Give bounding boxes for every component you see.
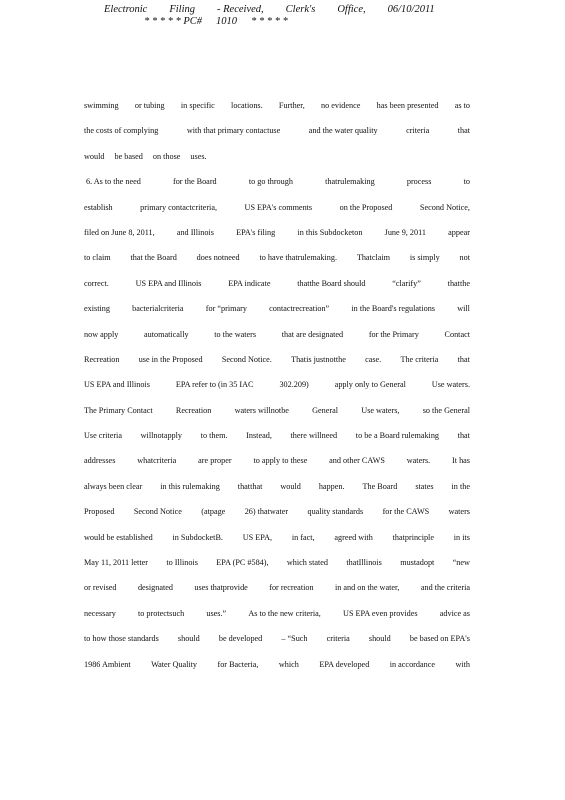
text-segment: with that primary contactuse (186, 126, 281, 136)
text-segment: US EPA's comments (244, 202, 313, 212)
text-segment: in accordance (389, 659, 435, 669)
text-segment: thatprinciple (392, 532, 434, 542)
text-segment: thatrulemaking (325, 177, 375, 187)
text-segment: and the criteria (420, 583, 470, 593)
text-segment: June 9, 2011 (384, 227, 426, 237)
text-segment: existing (84, 304, 110, 314)
text-line (84, 557, 470, 582)
text-segment: that are designated (281, 329, 344, 339)
text-segment: to Illinois (166, 558, 198, 568)
text-line (84, 582, 470, 607)
text-segment: Further, (278, 101, 305, 110)
text-segment: and the water quality (308, 126, 378, 136)
text-segment: or revised (84, 583, 117, 593)
text-segment: no evidence (321, 101, 361, 110)
text-segment: to the waters (214, 329, 257, 339)
text-line (84, 506, 470, 531)
text-segment: to how those standards (84, 634, 159, 644)
text-segment: establish (84, 202, 113, 212)
text-segment: or tubing (134, 101, 165, 110)
text-segment: EPA (PC #584), (216, 558, 269, 568)
text-segment: which (278, 659, 299, 669)
text-segment: 302.209) (279, 380, 309, 390)
text-segment: uses.” (206, 608, 227, 618)
header-date: 06/10/2011 (387, 4, 435, 15)
text-segment: waters (448, 507, 470, 517)
text-line (84, 430, 470, 455)
text-segment: should (368, 634, 391, 644)
text-segment: has been presented (376, 101, 439, 110)
text-segment: EPA developed (319, 659, 370, 669)
text-segment: correct. (84, 278, 109, 288)
text-segment: that (457, 126, 470, 136)
text-line (84, 633, 470, 658)
text-segment: Recreation (175, 405, 212, 415)
text-segment: for Bacteria, (217, 659, 259, 669)
text-segment: for the CAWS (382, 507, 430, 517)
text-line (84, 227, 470, 252)
text-segment: for the Primary (368, 329, 419, 339)
text-segment: in fact, (291, 532, 315, 542)
text-line (84, 659, 470, 684)
text-segment: uses thatprovide (194, 583, 248, 593)
text-line (84, 329, 470, 354)
text-line (84, 608, 470, 633)
text-segment: for “primary (205, 304, 247, 314)
header-pc-label: * * * * * PC# (144, 16, 203, 27)
text-segment: on the Proposed (339, 202, 393, 212)
text-segment: criteria (326, 634, 350, 644)
text-segment: the costs of complying (84, 126, 159, 136)
text-segment: thatIllinois (346, 558, 382, 568)
text-line (84, 151, 470, 176)
text-segment: to go through (248, 177, 293, 187)
text-segment: in SubdocketB. (172, 532, 223, 542)
text-segment: to them. (200, 431, 228, 441)
text-segment: criteria (406, 126, 430, 136)
text-segment: waters. (406, 456, 431, 466)
text-segment: happen. (318, 481, 345, 491)
text-segment: will (457, 304, 470, 314)
text-segment: EPA indicate (228, 278, 271, 288)
text-line (84, 481, 470, 506)
text-line (84, 202, 470, 227)
text-segment: to have thatrulemaking. (259, 253, 337, 263)
text-segment: Thatis justnotthe (291, 354, 346, 364)
text-segment: would (84, 151, 105, 161)
text-segment: Use waters, (361, 405, 400, 415)
text-segment: and Illinois (176, 227, 214, 237)
text-segment: so the General (422, 405, 470, 415)
header-word: Electronic (104, 4, 148, 15)
text-segment: primary contactcriteria, (140, 202, 218, 212)
text-segment: EPA refer to (in 35 IAC (175, 380, 254, 390)
text-segment: to protectsuch (138, 608, 185, 618)
text-segment: swimming (84, 101, 119, 110)
header-word: Filing (169, 4, 196, 15)
text-segment: thatthe Board should (297, 278, 366, 288)
text-segment: thatthe (447, 278, 470, 288)
text-segment: to claim (84, 253, 111, 263)
text-segment: whatcriteria (137, 456, 177, 466)
text-segment: Contact (444, 329, 470, 339)
text-line (84, 405, 470, 430)
text-line (84, 278, 470, 303)
text-segment: addresses (84, 456, 116, 466)
text-segment: Thatclaim (356, 253, 391, 263)
text-segment: be based (114, 151, 143, 161)
header-word: Clerk's (285, 4, 316, 15)
text-segment: mustadopt (400, 558, 435, 568)
text-line (84, 125, 470, 150)
text-segment: use in the Proposed (138, 354, 203, 364)
text-segment: does notneed (196, 253, 240, 263)
text-segment: would be established (84, 532, 153, 542)
text-segment: The Primary Contact (84, 405, 153, 415)
text-segment: apply only to General (334, 380, 406, 390)
text-segment: to be a Board rulemaking (355, 431, 440, 441)
text-segment: bacterialcriteria (132, 304, 184, 314)
text-segment: which stated (286, 558, 329, 568)
text-segment: Second Notice (133, 507, 182, 517)
text-segment: US EPA and Illinois (135, 278, 202, 288)
text-segment: waters willnotbe (234, 405, 289, 415)
text-segment: process (406, 177, 432, 187)
text-segment: to (463, 177, 470, 187)
text-segment: in and on the water, (334, 583, 400, 593)
text-segment: Proposed (84, 507, 115, 517)
text-line (84, 379, 470, 404)
text-segment: Second Notice, (419, 202, 470, 212)
text-segment: that (457, 354, 470, 364)
text-segment: with (455, 659, 470, 669)
text-segment: appear (448, 227, 470, 237)
header-word: - Received, (217, 4, 264, 15)
text-segment: and other CAWS (329, 456, 385, 466)
text-segment: are proper (198, 456, 232, 466)
text-segment: 1986 Ambient (84, 659, 131, 669)
text-segment: in the Board's regulations (351, 304, 435, 314)
text-segment: advice as (439, 608, 470, 618)
text-segment: should (177, 634, 200, 644)
text-segment: locations. (231, 101, 263, 110)
text-segment: 26) thatwater (244, 507, 289, 517)
text-segment: General (312, 405, 339, 415)
text-segment: EPA's filing (236, 227, 276, 237)
text-segment: Second Notice. (221, 354, 272, 364)
text-line (84, 532, 470, 557)
text-segment: contactrecreation” (269, 304, 330, 314)
document-body (84, 100, 470, 684)
text-segment: US EPA, (242, 532, 273, 542)
filing-stamp-line1 (104, 4, 434, 15)
text-line (84, 455, 470, 480)
text-segment: (atpage (201, 507, 226, 517)
text-segment: 6. As to the need (86, 177, 141, 187)
text-segment: Use criteria (84, 431, 122, 441)
text-segment: May 11, 2011 letter (84, 558, 148, 568)
text-segment: Instead, (246, 431, 272, 441)
text-segment: would (280, 481, 301, 491)
header-stars: * * * * * (251, 16, 288, 27)
text-segment: willnotapply (140, 431, 183, 441)
header-word: Office, (337, 4, 366, 15)
text-segment: agreed with (334, 532, 373, 542)
text-segment: to apply to these (253, 456, 308, 466)
text-segment: “clarify” (392, 278, 421, 288)
text-line (84, 176, 470, 201)
text-segment: is simply (409, 253, 440, 263)
text-segment: filed on June 8, 2011, (84, 227, 155, 237)
filing-stamp-line2 (104, 16, 434, 27)
text-segment: in its (453, 532, 470, 542)
text-segment: that the Board (130, 253, 177, 263)
text-segment: always been clear (84, 481, 143, 491)
text-segment: The criteria (400, 354, 439, 364)
text-segment: as to (454, 101, 470, 110)
text-segment: automatically (144, 329, 189, 339)
text-segment: there willneed (290, 431, 338, 441)
text-segment: that (457, 431, 470, 441)
text-line (84, 100, 470, 125)
text-segment: be based on EPA's (409, 634, 470, 644)
text-segment: for recreation (269, 583, 314, 593)
text-segment: be developed (218, 634, 263, 644)
text-segment: It has (452, 456, 470, 466)
text-segment: designated (137, 583, 173, 593)
text-segment: quality standards (307, 507, 364, 517)
text-line (84, 303, 470, 328)
text-segment: thatthat (237, 481, 263, 491)
text-segment: Recreation (84, 354, 120, 364)
filing-stamp-header (104, 4, 434, 27)
text-segment: uses. (190, 151, 207, 161)
text-segment: in specific (180, 101, 215, 110)
text-segment: in the (451, 481, 470, 491)
text-segment: in this Subdocketon (297, 227, 363, 237)
text-segment: The Board (362, 481, 398, 491)
text-segment: necessary (84, 608, 116, 618)
text-segment: states (415, 481, 434, 491)
text-line (84, 354, 470, 379)
text-segment: “new (452, 558, 470, 568)
text-segment: case. (365, 354, 382, 364)
text-segment: Use waters. (431, 380, 470, 390)
header-pc-number: 1010 (216, 16, 238, 27)
text-segment: Water Quality (151, 659, 198, 669)
text-segment: not (459, 253, 470, 263)
text-segment: US EPA even provides (343, 608, 418, 618)
text-segment: US EPA and Illinois (84, 380, 150, 390)
text-segment: on those (152, 151, 181, 161)
text-segment: As to the new criteria, (248, 608, 321, 618)
text-segment: for the Board (172, 177, 217, 187)
text-segment: – “Such (281, 634, 308, 644)
text-segment: in this rulemaking (160, 481, 220, 491)
text-line (84, 252, 470, 277)
text-segment: now apply (84, 329, 119, 339)
